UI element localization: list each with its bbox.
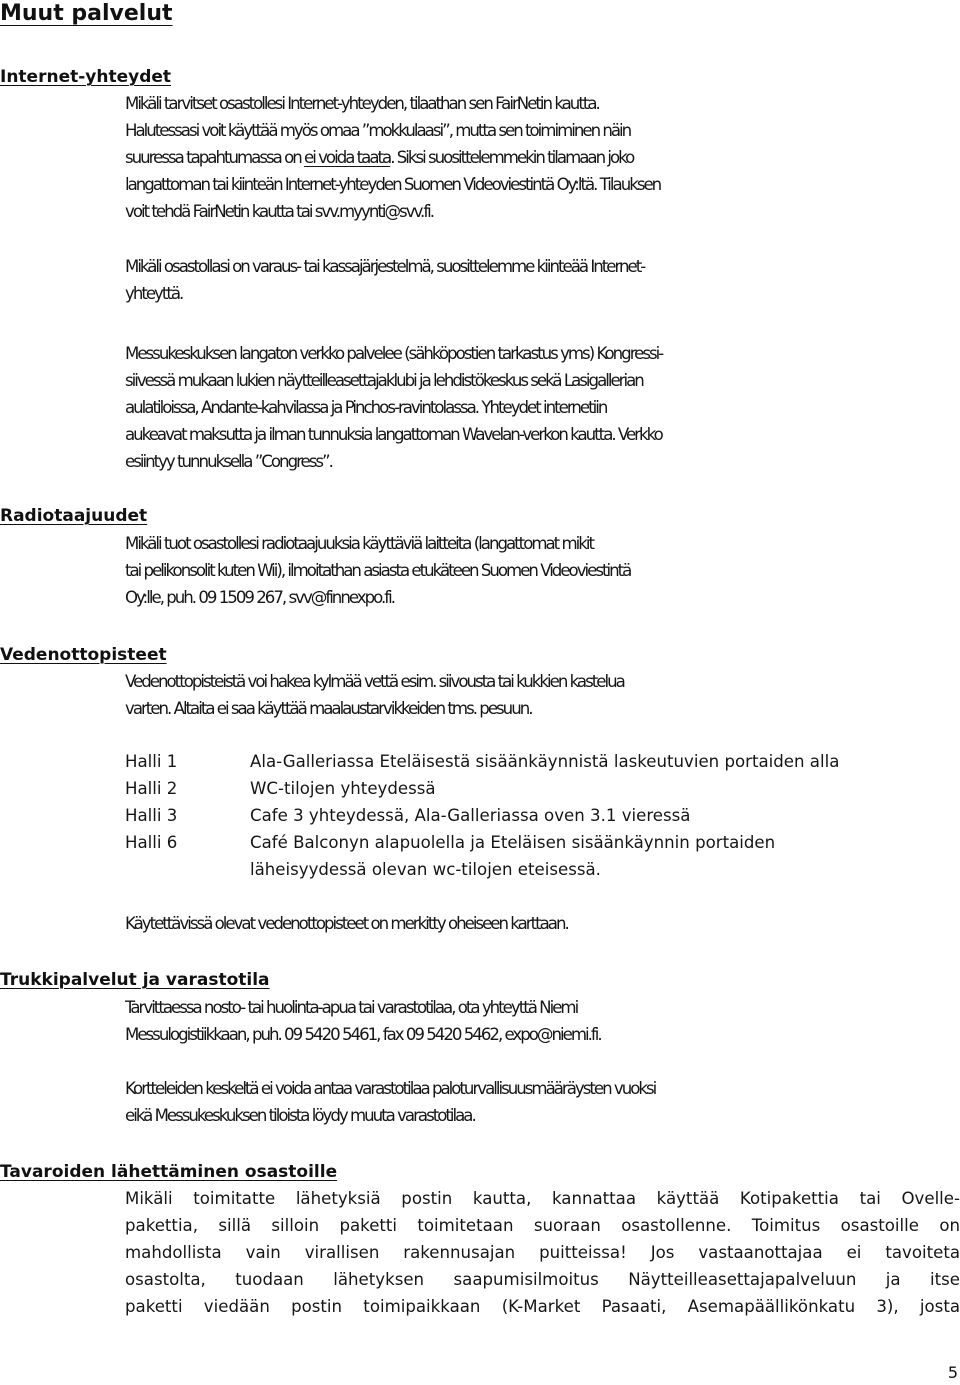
- section-heading-internet: Internet-yhteydet: [0, 67, 172, 87]
- text-fragment: suuressa tapahtumassa on: [125, 148, 305, 167]
- page-title: Muut palvelut: [0, 1, 173, 26]
- hall-description: läheisyydessä olevan wc-tilojen eteisessä.: [250, 860, 601, 879]
- water-paragraph-2: [125, 910, 960, 937]
- section-heading-radio: Radiotaajuudet: [0, 506, 148, 526]
- section-heading-shipping: Tavaroiden lähettäminen osastoille: [0, 1162, 338, 1182]
- storage-paragraph-1: [125, 994, 960, 1048]
- text-line: aulatiloissa, Andante-kahvilassa ja Pinchos-ravintolassa. Yhteydet internetiin: [125, 398, 607, 417]
- text-line: Mikäli tuot osastollesi radiotaajuuksia käyttäviä laitteita (langattomat mikit: [125, 534, 593, 553]
- hall-description: Ala-Galleriassa Eteläisestä sisäänkäynnistä laskeutuvien portaiden alla: [250, 752, 840, 771]
- hall-name: Halli 3: [125, 806, 178, 825]
- text-line: langattoman tai kiinteän Internet-yhteyden Suomen Videoviestintä Oy:ltä. Tilauksen: [125, 175, 661, 194]
- internet-paragraph-3: [125, 340, 960, 475]
- text-line: voit tehdä FairNetin kautta tai svv.myynti@svv.fi.: [125, 202, 434, 221]
- text-fragment: . Siksi suosittelemmekin tilamaan joko: [390, 148, 634, 167]
- hall-name: Halli 1: [125, 752, 178, 771]
- section-heading-water: Vedenottopisteet: [0, 645, 167, 665]
- text-line: pakettia, sillä silloin paketti toimitetaan suoraan osastollenne. Toimitus osastoille on: [125, 1216, 960, 1235]
- underlined-phrase: ei voida taata: [304, 148, 391, 167]
- text-line: yhteyttä.: [125, 284, 183, 303]
- text-line: Halutessasi voit käyttää myös omaa ”mokkulaasi”, mutta sen toimiminen näin: [125, 121, 631, 140]
- page-number: 5: [947, 1363, 958, 1382]
- hall-description: Café Balconyn alapuolella ja Eteläisen sisäänkäynnin portaiden: [250, 833, 776, 852]
- text-line: Messulogistiikkaan, puh. 09 5420 5461, fax 09 5420 5462, expo@niemi.fi.: [125, 1025, 601, 1044]
- text-line: mahdollista vain virallisen rakennusajan puitteissa! Jos vastaanottajaa ei tavoiteta: [125, 1243, 960, 1262]
- internet-paragraph-1: [125, 90, 960, 225]
- hall-name: Halli 2: [125, 779, 178, 798]
- text-line: esiintyy tunnuksella ”Congress”.: [125, 452, 332, 471]
- text-line: varten. Altaita ei saa käyttää maalaustarvikkeiden tms. pesuun.: [125, 699, 532, 718]
- text-line: Mikäli tarvitset osastollesi Internet-yhteyden, tilaathan sen FairNetin kautta.: [125, 94, 599, 113]
- text-line: Mikäli osastollasi on varaus- tai kassajärjestelmä, suosittelemme kiinteää Internet-: [125, 257, 645, 276]
- hall-name: Halli 6: [125, 833, 178, 852]
- internet-paragraph-2: [125, 253, 960, 307]
- water-paragraph-1: [125, 668, 960, 722]
- text-line: Kortteleiden keskeltä ei voida antaa varastotilaa paloturvallisuusmääräysten vuoksi: [125, 1079, 656, 1098]
- text-line: Oy:lle, puh. 09 1509 267, svv@finnexpo.fi.: [125, 588, 394, 607]
- text-line: tai pelikonsolit kuten Wii), ilmoitathan asiasta etukäteen Suomen Videoviestintä: [125, 561, 631, 580]
- text-line: paketti viedään postin toimipaikkaan (K-Market Pasaati, Asemapäällikönkatu 3), josta: [125, 1297, 960, 1316]
- text-line: Käytettävissä olevat vedenottopisteet on merkitty oheiseen karttaan.: [125, 914, 568, 933]
- hall-description: Cafe 3 yhteydessä, Ala-Galleriassa oven 3.1 vieressä: [250, 806, 691, 825]
- text-line: [125, 144, 960, 171]
- text-line: eikä Messukeskuksen tiloista löydy muuta varastotilaa.: [125, 1106, 475, 1125]
- section-heading-storage: Trukkipalvelut ja varastotila: [0, 970, 270, 990]
- text-line: Tarvittaessa nosto- tai huolinta-apua tai varastotilaa, ota yhteyttä Niemi: [125, 998, 578, 1017]
- radio-paragraph-1: [125, 530, 960, 611]
- text-line: Mikäli toimitatte lähetyksiä postin kautta, kannattaa käyttää Kotipakettia tai Ovelle-: [125, 1189, 960, 1208]
- shipping-paragraph-1: [125, 1185, 960, 1320]
- text-line: siivessä mukaan lukien näytteilleasettajaklubi ja lehdistökeskus sekä Lasigallerian: [125, 371, 643, 390]
- text-line: osastolta, tuodaan lähetyksen saapumisilmoitus Näytteilleasettajapalveluun ja itse: [125, 1270, 960, 1289]
- hall-description: WC-tilojen yhteydessä: [250, 779, 436, 798]
- text-line: aukeavat maksutta ja ilman tunnuksia langattoman Wavelan-verkon kautta. Verkko: [125, 425, 662, 444]
- storage-paragraph-2: [125, 1075, 960, 1129]
- text-line: Messukeskuksen langaton verkko palvelee (sähköpostien tarkastus yms) Kongressi-: [125, 344, 663, 363]
- text-line: Vedenottopisteistä voi hakea kylmää vettä esim. siivousta tai kukkien kastelua: [125, 672, 624, 691]
